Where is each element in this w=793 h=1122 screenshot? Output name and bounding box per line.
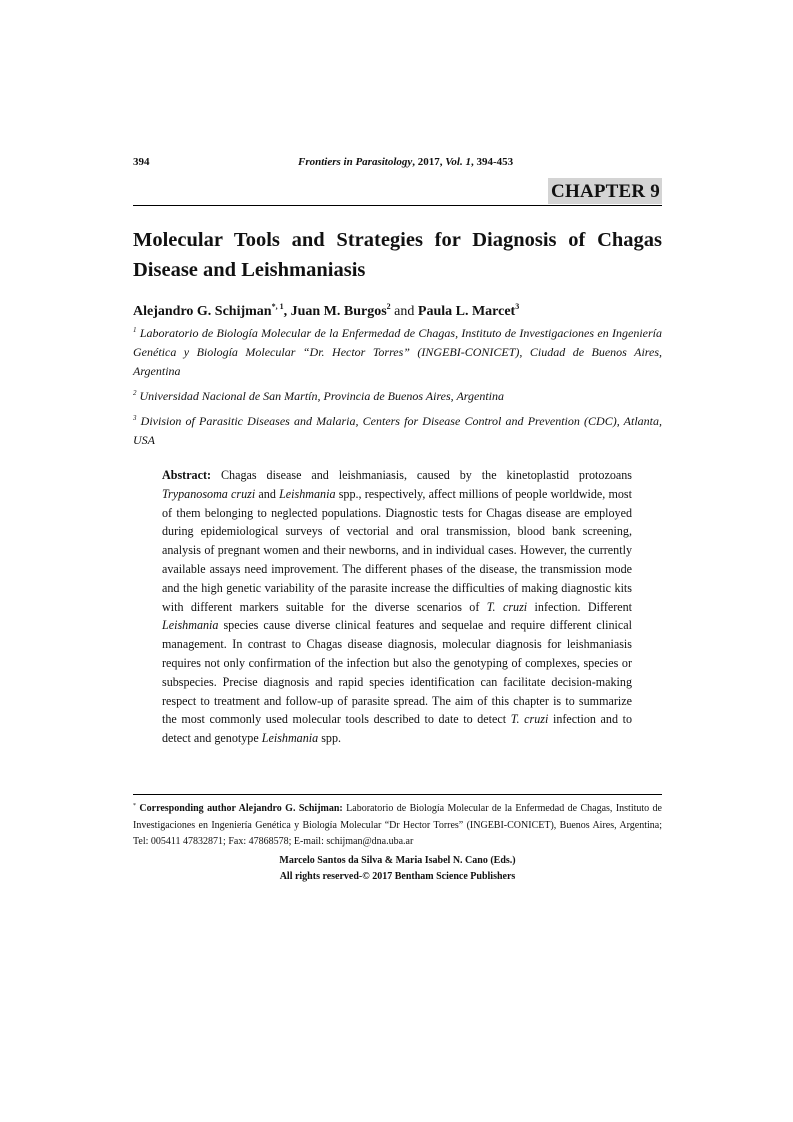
author-affil-marker: 2 (386, 302, 391, 311)
journal-year: , 2017, (412, 156, 446, 168)
author-list (133, 298, 662, 321)
abstract (162, 466, 632, 748)
abstract-species-name: Leishmania (162, 618, 219, 633)
footnote-label: Corresponding author Alejandro G. Schijman: (139, 803, 343, 814)
footnote-text: Laboratorio de Biología Molecular de la Enfermedad de Chagas, Instituto de Investigaciones en Ingeniería Genética y Biología Molecular “Dr Hector Torres” (INGEBI-CONICET), Buenos Aires, Argentina; Tel: 005411 47832871; Fax: 47868578; E-mail: schijman@dna.uba.ar (133, 803, 662, 847)
header-rule (133, 205, 662, 206)
chapter-label: CHAPTER 9 (548, 178, 662, 204)
author (418, 304, 519, 319)
publisher-block (133, 853, 662, 885)
abstract-species-name: T. cruzi (486, 599, 528, 614)
author (291, 304, 391, 319)
affiliation-marker: 3 (133, 414, 137, 422)
abstract-species-name: Leishmania (279, 486, 336, 501)
abstract-text: spp., respectively, affect millions of people worldwide, most of them belonging to neglected populations. Diagnostic tests for Chagas disease are employed during epidemiological surveys of vectorial and oral transmission, blood bank screening, analysis of pregnant women and their newborns, and in individual cases. However, the currently available assays need improvement. The different phases of the disease, the transmission mode and the high genetic variability of the parasite increase the difficulties of making diagnostic kits with different markers suitable for the diverse scenarios of (162, 486, 632, 614)
abstract-text: and (255, 486, 280, 501)
affiliation (133, 409, 662, 450)
corresponding-author-footnote (133, 798, 662, 851)
author-affil-marker: 3 (515, 302, 520, 311)
editors-line: Marcelo Santos da Silva & Maria Isabel N. Cano (Eds.) (279, 855, 516, 866)
journal-citation (298, 155, 513, 169)
journal-name: Frontiers in Parasitology (298, 156, 413, 168)
abstract-text: infection. Different (527, 599, 633, 614)
author-name: Alejandro G. Schijman (133, 304, 272, 319)
chapter-title: Molecular Tools and Strategies for Diagnosis of Chagas Disease and Leishmaniasis (133, 229, 662, 281)
journal-volume: Vol. 1 (445, 156, 471, 168)
author-affil-marker: *, 1 (271, 302, 284, 311)
abstract-species-name: Trypanosoma cruzi (162, 486, 256, 501)
abstract-text: species cause diverse clinical features and sequelae and require different clinical management. In contrast to Chagas disease diagnosis, molecular diagnosis for leishmaniasis requires not only confirmation of the infection but also the genotyping of complexes, species or subspecies. Precise diagnosis and rapid species identification can facilitate decision-making respect to treatment and follow-up of parasite spread. The aim of this chapter is to summarize the most commonly used molecular tools described to date to detect (162, 618, 632, 727)
rights-line: All rights reserved-© 2017 Bentham Science Publishers (279, 871, 516, 882)
page-number: 394 (133, 156, 150, 168)
abstract-text: spp. (318, 731, 342, 746)
affiliation-text: Division of Parasitic Diseases and Malaria, Centers for Disease Control and Prevention (CDC), Atlanta, USA (133, 414, 663, 447)
affiliation-marker: 2 (133, 389, 137, 397)
author-name: Paula L. Marcet (417, 304, 516, 319)
footnote-rule (133, 794, 662, 795)
affiliation (133, 384, 662, 406)
abstract-species-name: T. cruzi (510, 712, 549, 727)
affiliation-marker: 1 (133, 326, 137, 334)
footnote-marker: * (133, 803, 136, 809)
affiliation-text: Universidad Nacional de San Martín, Provincia de Buenos Aires, Argentina (139, 389, 505, 403)
affiliation-text: Laboratorio de Biología Molecular de la Enfermedad de Chagas, Instituto de Investigaciones en Ingeniería Genética y Biología Molecular “Dr. Hector Torres” (INGEBI-CONICET), Ciudad de Buenos Aires, Argentina (133, 326, 663, 378)
abstract-species-name: Leishmania (261, 731, 319, 746)
author-separator: and (390, 304, 418, 319)
author-name: Juan M. Burgos (290, 304, 387, 319)
affiliation (133, 321, 662, 381)
author (133, 304, 284, 319)
affiliation-list (133, 321, 662, 453)
abstract-label: Abstract: (162, 468, 212, 482)
author-separator: , (283, 304, 291, 319)
abstract-text: Chagas disease and leishmaniasis, caused by the kinetoplastid protozoans (211, 468, 632, 482)
journal-pages: , 394-453 (470, 156, 514, 168)
abstract-text: infection and to detect and genotype (162, 712, 632, 746)
chapter-wrap (133, 178, 662, 204)
